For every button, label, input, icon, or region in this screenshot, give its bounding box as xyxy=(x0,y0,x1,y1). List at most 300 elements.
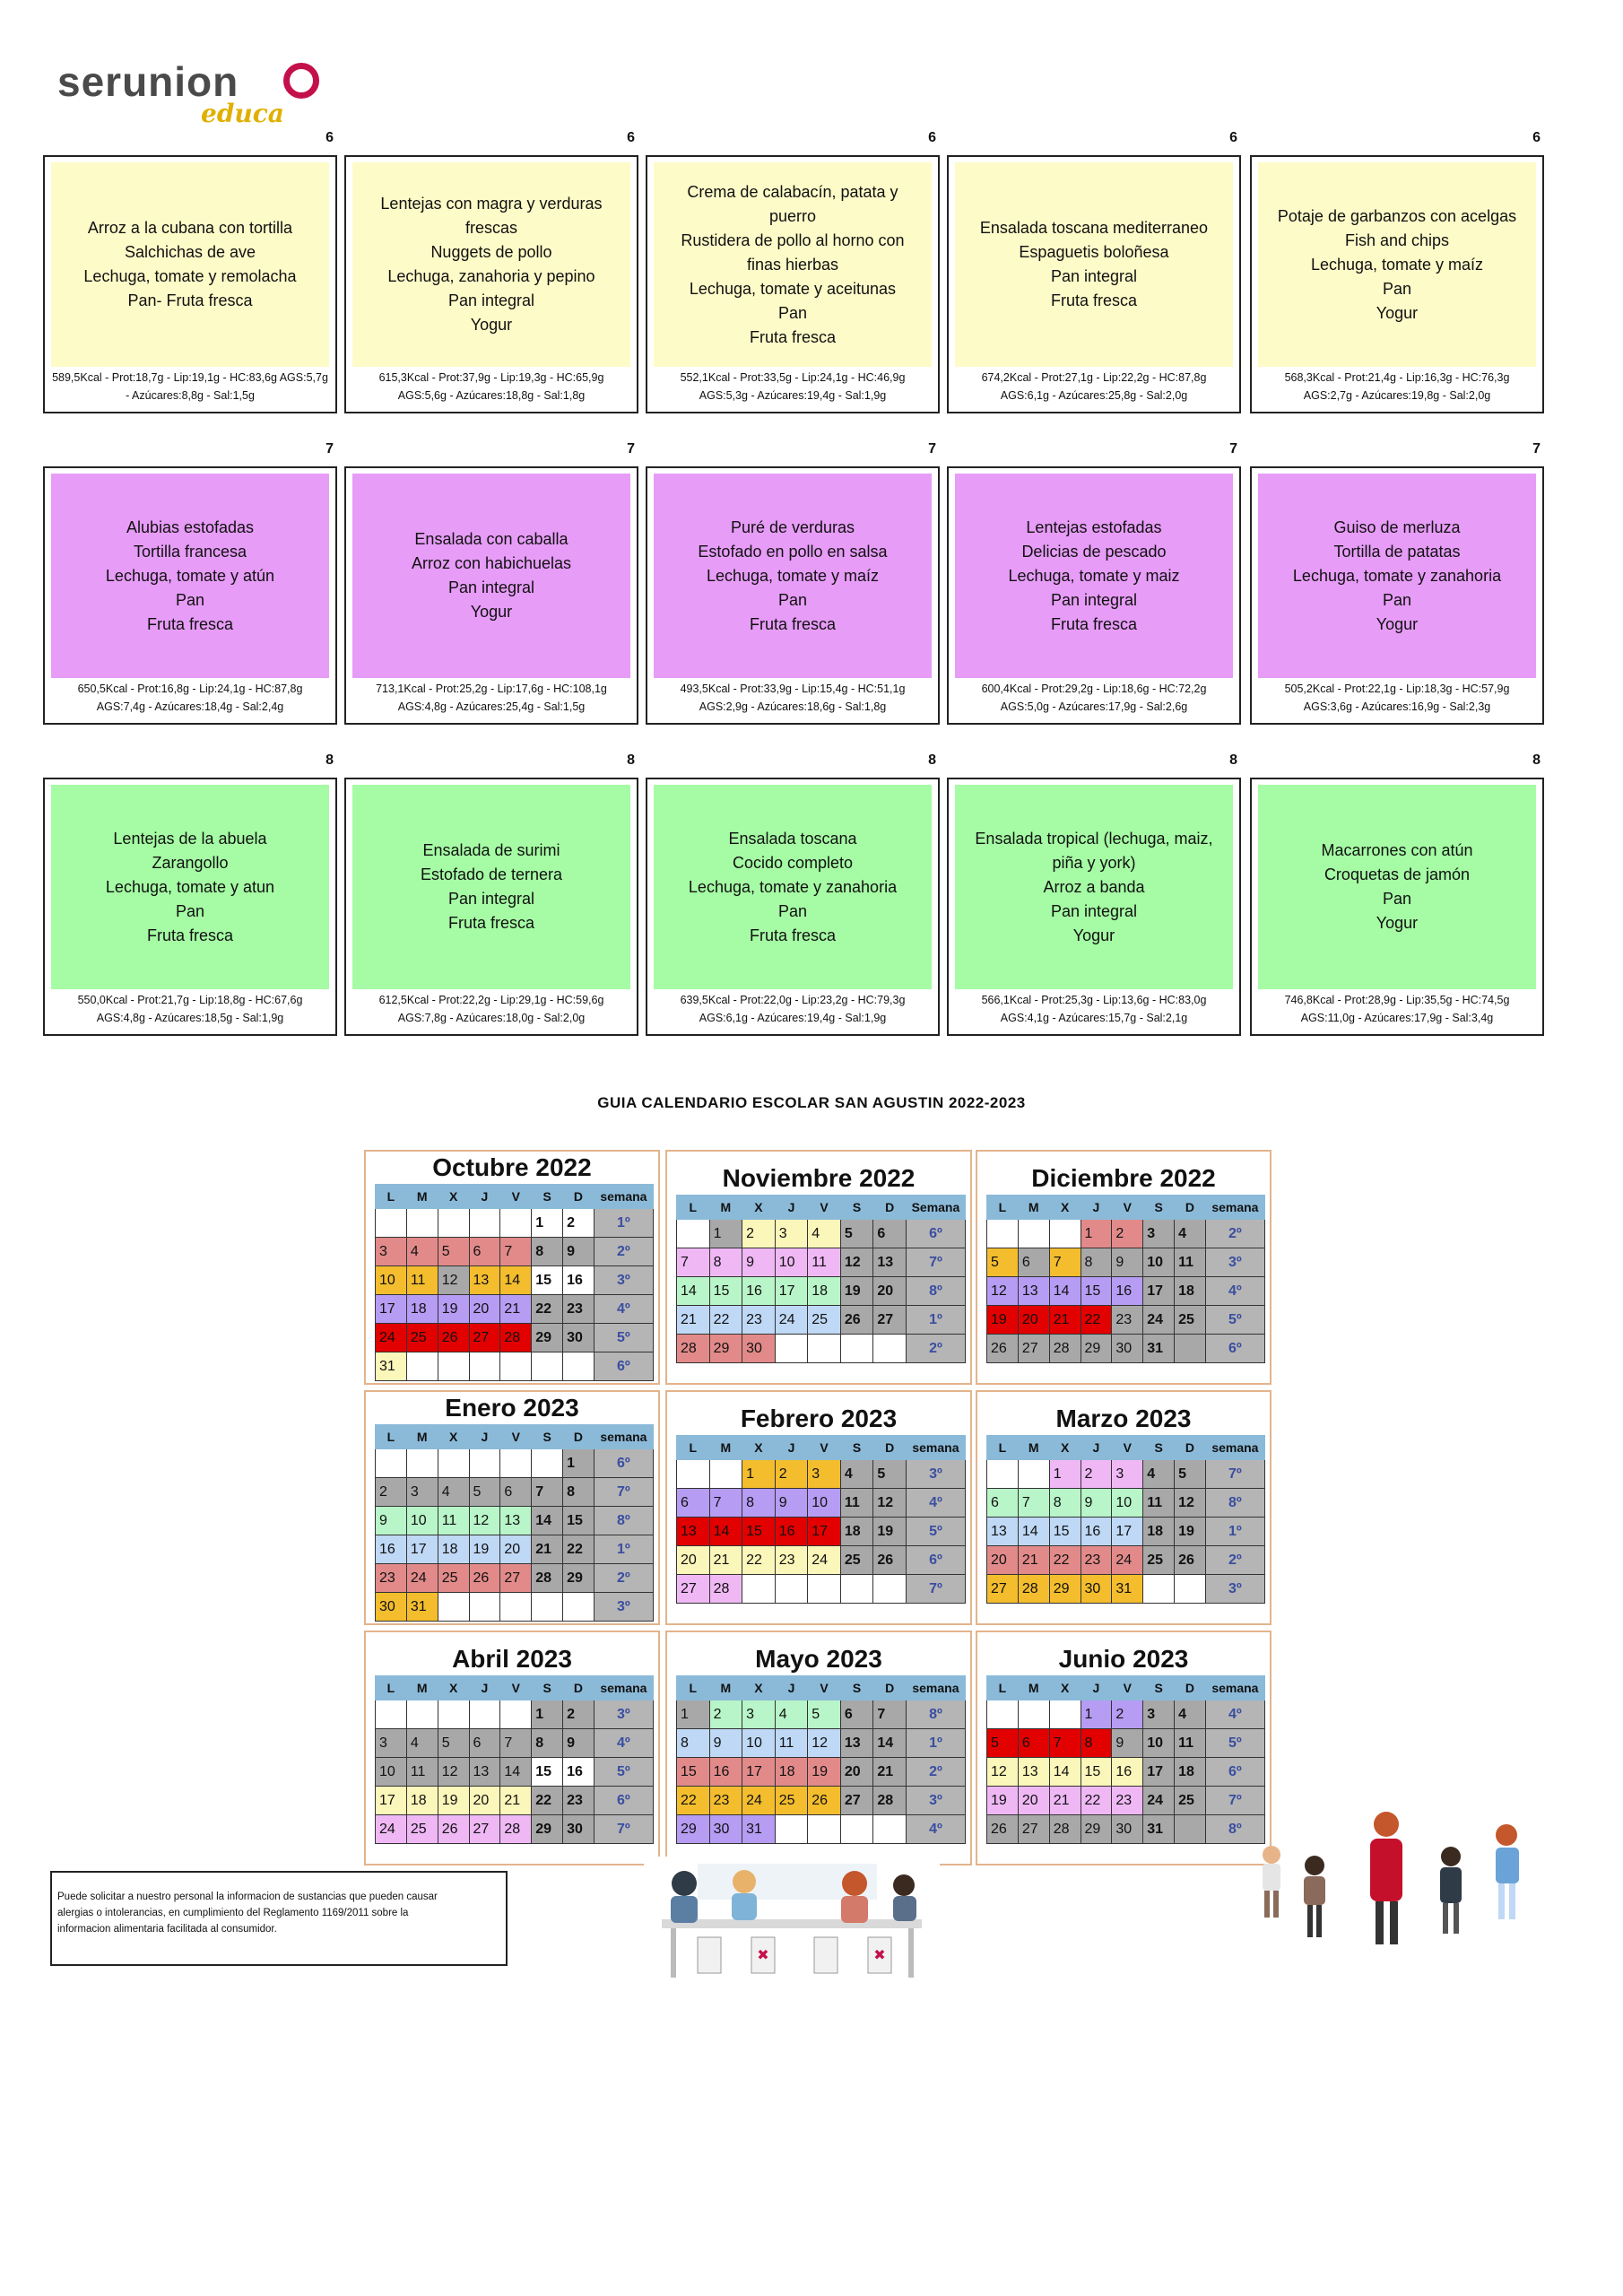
calendar-day-cell: 25 xyxy=(775,1787,808,1815)
menu-day-card xyxy=(344,130,638,415)
calendar-day-cell: 11 xyxy=(840,1489,873,1518)
calendar-day-header: S xyxy=(840,1676,873,1700)
logo-sub-text: educa xyxy=(201,99,284,128)
calendar-day-cell: 27 xyxy=(987,1575,1019,1604)
calendar-day-header: V xyxy=(1112,1196,1143,1220)
calendar-day-cell: 23 xyxy=(1112,1306,1143,1335)
calendar-day-cell: 26 xyxy=(840,1306,873,1335)
menu-dish: Lechuga, tomate y maíz xyxy=(706,566,880,585)
calendar-day-cell: 14 xyxy=(709,1518,742,1546)
calendar-week-number: 5º xyxy=(1205,1729,1264,1758)
menu-dish: Pan integral xyxy=(1050,901,1138,920)
menu-dishes-panel xyxy=(955,162,1233,367)
calendar-week-header: semana xyxy=(906,1436,965,1460)
calendar-day-cell: 24 xyxy=(1143,1306,1175,1335)
logo-mark-icon xyxy=(283,63,319,99)
nutrition-line: AGS:11,0g - Azúcares:17,9g - Sal:3,4g xyxy=(1300,1012,1494,1024)
calendar-day-cell: 24 xyxy=(376,1324,407,1352)
calendar-day-cell: 13 xyxy=(677,1518,710,1546)
calendar-day-cell: 25 xyxy=(406,1815,438,1844)
menu-dish: Yogur xyxy=(1376,614,1419,633)
calendar-day-cell: 2 xyxy=(563,1209,595,1238)
calendar-week-number: 4º xyxy=(1205,1700,1264,1729)
calendar-week-number: 6º xyxy=(594,1787,653,1815)
calendar-day-cell xyxy=(742,1575,776,1604)
calendar-day-header: J xyxy=(469,1676,500,1700)
calendar-week-number: 7º xyxy=(1205,1460,1264,1489)
menu-dish: Alubias estofadas xyxy=(126,517,255,536)
calendar-day-cell: 15 xyxy=(532,1758,563,1787)
calendar-day-cell: 15 xyxy=(1081,1277,1112,1306)
calendar-day-cell: 24 xyxy=(1112,1546,1143,1575)
calendar-day-cell: 12 xyxy=(840,1248,873,1277)
calendar-week-number: 5º xyxy=(906,1518,965,1546)
calendar-day-cell xyxy=(1018,1220,1049,1248)
calendar-day-header: X xyxy=(438,1185,469,1209)
calendar-day-cell: 10 xyxy=(1143,1248,1175,1277)
calendar-day-cell: 11 xyxy=(1175,1729,1206,1758)
calendar-day-cell: 11 xyxy=(1175,1248,1206,1277)
calendar-day-header: S xyxy=(1143,1676,1175,1700)
calendar-month-name: Abril 2023 xyxy=(452,1645,572,1673)
calendar-day-cell: 23 xyxy=(376,1564,407,1593)
calendar-day-cell: 9 xyxy=(563,1238,595,1266)
calendar-day-cell: 25 xyxy=(438,1564,469,1593)
calendar-day-cell: 19 xyxy=(438,1295,469,1324)
menu-dish: Ensalada toscana mediterraneo xyxy=(979,219,1209,237)
calendar-day-cell: 26 xyxy=(987,1335,1019,1363)
calendar-day-cell: 2 xyxy=(1112,1700,1143,1729)
calendar-day-cell: 31 xyxy=(1143,1335,1175,1363)
menu-dish: Puré de verduras xyxy=(730,517,855,536)
menu-dish: Fruta fresca xyxy=(447,914,534,932)
calendar-day-cell: 9 xyxy=(709,1729,742,1758)
menu-dish: Potaje de garbanzos con acelgas xyxy=(1277,206,1517,225)
calendar-day-cell: 25 xyxy=(1175,1787,1206,1815)
menu-day-box xyxy=(947,778,1241,1036)
calendar-day-cell: 1 xyxy=(563,1449,595,1478)
calendar-day-cell: 27 xyxy=(840,1787,873,1815)
calendar-day-cell: 14 xyxy=(873,1729,907,1758)
calendar-day-cell: 17 xyxy=(406,1535,438,1564)
menu-day-card xyxy=(43,441,337,726)
calendar-day-cell: 25 xyxy=(406,1324,438,1352)
calendar-day-cell: 17 xyxy=(376,1787,407,1815)
menu-dish: finas hierbas xyxy=(746,255,839,274)
menu-week-number: 8 xyxy=(1229,752,1237,768)
calendar-day-cell: 19 xyxy=(840,1277,873,1306)
calendar-day-cell: 1 xyxy=(742,1460,776,1489)
calendar-month-name: Febrero 2023 xyxy=(740,1405,898,1432)
calendar-day-cell: 22 xyxy=(1081,1787,1112,1815)
calendar-week-number: 3º xyxy=(1205,1575,1264,1604)
calendar-day-cell: 8 xyxy=(532,1238,563,1266)
calendar-day-cell: 2 xyxy=(709,1700,742,1729)
calendar-day-cell: 20 xyxy=(677,1546,710,1575)
calendar-day-header: L xyxy=(987,1436,1019,1460)
calendar-day-cell: 22 xyxy=(677,1787,710,1815)
calendar-day-cell: 23 xyxy=(742,1306,776,1335)
calendar-day-header: X xyxy=(1049,1676,1081,1700)
calendar-day-header: J xyxy=(1081,1676,1112,1700)
calendar-day-cell: 14 xyxy=(500,1758,532,1787)
calendar-day-cell: 2 xyxy=(376,1478,407,1507)
calendar-week-number: 7º xyxy=(1205,1787,1264,1815)
calendar-day-cell: 21 xyxy=(873,1758,907,1787)
calendar-day-cell: 27 xyxy=(1018,1815,1049,1844)
calendar-day-header: D xyxy=(873,1196,907,1220)
menu-dishes-list xyxy=(83,216,296,313)
calendar-month xyxy=(665,1150,972,1385)
calendar-day-cell: 15 xyxy=(742,1518,776,1546)
calendar-day-cell: 7 xyxy=(677,1248,710,1277)
calendar-day-cell: 16 xyxy=(775,1518,808,1546)
school-calendar xyxy=(364,1150,1270,1860)
calendar-day-cell: 18 xyxy=(775,1758,808,1787)
calendar-day-cell: 18 xyxy=(1175,1758,1206,1787)
calendar-day-cell: 18 xyxy=(1143,1518,1175,1546)
calendar-month-name: Mayo 2023 xyxy=(755,1645,882,1673)
menu-dish: Delicias de pescado xyxy=(1021,542,1167,561)
calendar-day-cell: 15 xyxy=(677,1758,710,1787)
calendar-day-header: S xyxy=(1143,1436,1175,1460)
calendar-day-cell: 29 xyxy=(563,1564,595,1593)
calendar-month xyxy=(364,1150,660,1385)
calendar-week-header: semana xyxy=(1205,1436,1264,1460)
calendar-day-cell: 24 xyxy=(808,1546,841,1575)
calendar-day-cell: 15 xyxy=(532,1266,563,1295)
calendar-day-cell: 12 xyxy=(469,1507,500,1535)
calendar-day-header: M xyxy=(1018,1436,1049,1460)
calendar-day-cell: 30 xyxy=(563,1815,595,1844)
calendar-day-cell: 20 xyxy=(840,1758,873,1787)
menu-week-number: 8 xyxy=(1532,752,1541,768)
calendar-day-cell xyxy=(840,1335,873,1363)
calendar-day-cell: 11 xyxy=(775,1729,808,1758)
allergen-note-line: Puede solicitar a nuestro personal la informacion de sustancias que pueden causar xyxy=(57,1892,438,1902)
menu-week-row xyxy=(43,752,1564,1064)
calendar-day-cell: 31 xyxy=(1143,1815,1175,1844)
menu-dish: Rustidera de pollo al horno con xyxy=(681,230,905,249)
calendar-day-cell: 9 xyxy=(775,1489,808,1518)
calendar-week-number: 8º xyxy=(906,1700,965,1729)
menu-dishes-panel xyxy=(955,474,1233,678)
calendar-day-cell: 8 xyxy=(563,1478,595,1507)
calendar-day-cell: 6 xyxy=(469,1238,500,1266)
calendar-day-cell: 27 xyxy=(1018,1335,1049,1363)
calendar-week-number: 8º xyxy=(1205,1815,1264,1844)
calendar-day-cell: 27 xyxy=(500,1564,532,1593)
calendar-day-cell xyxy=(1143,1575,1175,1604)
calendar-month-table xyxy=(375,1184,654,1381)
calendar-day-cell xyxy=(406,1352,438,1381)
calendar-day-cell: 31 xyxy=(742,1815,776,1844)
calendar-day-header: J xyxy=(469,1185,500,1209)
calendar-day-cell xyxy=(1049,1220,1081,1248)
calendar-week-number: 4º xyxy=(906,1815,965,1844)
menu-dish: Pan xyxy=(175,590,204,609)
calendar-day-header: X xyxy=(1049,1196,1081,1220)
calendar-day-cell: 20 xyxy=(873,1277,907,1306)
calendar-day-cell: 8 xyxy=(1081,1729,1112,1758)
calendar-day-header: V xyxy=(500,1185,532,1209)
calendar-day-cell: 20 xyxy=(500,1535,532,1564)
calendar-week-number: 7º xyxy=(594,1478,653,1507)
calendar-day-cell: 25 xyxy=(1175,1306,1206,1335)
calendar-day-cell: 14 xyxy=(1049,1277,1081,1306)
calendar-day-cell: 3 xyxy=(1112,1460,1143,1489)
calendar-day-cell: 26 xyxy=(469,1564,500,1593)
calendar-day-cell xyxy=(376,1209,407,1238)
menu-day-box xyxy=(646,778,940,1036)
menu-dish: Lechuga, tomate y aceitunas xyxy=(689,279,897,298)
calendar-day-header: J xyxy=(775,1436,808,1460)
calendar-day-cell: 19 xyxy=(1175,1518,1206,1546)
calendar-day-cell: 20 xyxy=(469,1295,500,1324)
menu-dish: Ensalada tropical (lechuga, maiz, xyxy=(975,829,1213,848)
nutrition-line: AGS:5,0g - Azúcares:17,9g - Sal:2,6g xyxy=(1000,700,1188,713)
calendar-day-header: L xyxy=(987,1196,1019,1220)
calendar-week-number: 3º xyxy=(594,1593,653,1622)
calendar-day-cell: 12 xyxy=(873,1489,907,1518)
calendar-day-cell: 2 xyxy=(1112,1220,1143,1248)
calendar-day-header: V xyxy=(808,1196,841,1220)
calendar-day-cell xyxy=(873,1815,907,1844)
calendar-day-cell: 13 xyxy=(1018,1758,1049,1787)
calendar-day-header: M xyxy=(406,1425,438,1449)
nutrition-line: 674,2Kcal - Prot:27,1g - Lip:22,2g - HC:87,8g xyxy=(981,371,1207,384)
calendar-day-cell: 21 xyxy=(1049,1306,1081,1335)
calendar-day-cell: 17 xyxy=(1112,1518,1143,1546)
calendar-day-cell: 28 xyxy=(1049,1815,1081,1844)
menu-nutrition-info xyxy=(48,991,332,1027)
menu-day-box xyxy=(646,155,940,413)
calendar-day-cell xyxy=(469,1593,500,1622)
calendar-day-cell: 6 xyxy=(840,1700,873,1729)
calendar-day-cell xyxy=(563,1593,595,1622)
menu-day-card xyxy=(646,441,940,726)
nutrition-line: 505,2Kcal - Prot:22,1g - Lip:18,3g - HC:57,9g xyxy=(1284,683,1510,695)
calendar-day-header: M xyxy=(709,1196,742,1220)
calendar-month xyxy=(665,1390,972,1625)
menu-nutrition-info xyxy=(651,680,934,716)
menu-dish: Salchichas de ave xyxy=(124,243,256,261)
calendar-month xyxy=(665,1631,972,1866)
menu-dish: Lechuga, tomate y zanahoria xyxy=(1292,566,1502,585)
calendar-month-name: Enero 2023 xyxy=(445,1394,579,1422)
calendar-day-header: L xyxy=(987,1676,1019,1700)
menu-dishes-panel xyxy=(654,474,932,678)
menu-dish: Pan- Fruta fresca xyxy=(127,291,253,309)
calendar-day-cell: 9 xyxy=(563,1729,595,1758)
calendar-day-cell: 1 xyxy=(532,1700,563,1729)
calendar-day-cell: 13 xyxy=(873,1248,907,1277)
calendar-day-header: L xyxy=(376,1676,407,1700)
menu-dish: Pan integral xyxy=(447,578,535,596)
calendar-week-number: 2º xyxy=(1205,1220,1264,1248)
calendar-day-cell: 10 xyxy=(775,1248,808,1277)
menu-dishes-list xyxy=(980,216,1208,313)
calendar-day-cell: 16 xyxy=(376,1535,407,1564)
calendar-day-cell: 26 xyxy=(438,1815,469,1844)
calendar-day-cell: 4 xyxy=(406,1729,438,1758)
calendar-week-number: 3º xyxy=(906,1460,965,1489)
calendar-day-cell: 5 xyxy=(1175,1460,1206,1489)
menu-dish: Lentejas estofadas xyxy=(1026,517,1162,536)
calendar-day-cell: 26 xyxy=(987,1815,1019,1844)
menu-dish: Pan integral xyxy=(447,291,535,309)
menu-dish: Arroz con habichuelas xyxy=(411,554,572,572)
menu-dish: Pan integral xyxy=(447,890,535,908)
calendar-month-name: Noviembre 2022 xyxy=(722,1164,916,1192)
calendar-day-cell xyxy=(987,1460,1019,1489)
calendar-day-cell: 28 xyxy=(500,1324,532,1352)
calendar-day-cell xyxy=(469,1700,500,1729)
menu-dish: Estofado de ternera xyxy=(420,865,563,883)
calendar-week-number: 8º xyxy=(1205,1489,1264,1518)
calendar-day-cell: 18 xyxy=(840,1518,873,1546)
calendar-week-number: 3º xyxy=(906,1787,965,1815)
nutrition-line: AGS:5,6g - Azúcares:18,8g - Sal:1,8g xyxy=(397,389,586,402)
nutrition-line: 568,3Kcal - Prot:21,4g - Lip:16,3g - HC:76,3g xyxy=(1284,371,1510,384)
calendar-day-header: J xyxy=(1081,1196,1112,1220)
calendar-day-cell: 1 xyxy=(1081,1220,1112,1248)
nutrition-line: 612,5Kcal - Prot:22,2g - Lip:29,1g - HC:59,6g xyxy=(378,994,604,1006)
calendar-week-number: 3º xyxy=(594,1266,653,1295)
calendar-week-number: 7º xyxy=(906,1248,965,1277)
menu-dishes-panel xyxy=(1258,162,1536,367)
calendar-day-cell: 10 xyxy=(376,1266,407,1295)
calendar-day-header: V xyxy=(1112,1676,1143,1700)
menu-day-box xyxy=(344,778,638,1036)
menu-day-card xyxy=(1250,752,1544,1038)
calendar-day-cell: 15 xyxy=(709,1277,742,1306)
calendar-day-cell: 17 xyxy=(376,1295,407,1324)
children-eating-illustration xyxy=(644,1857,940,1982)
menu-dishes-list xyxy=(698,516,887,637)
menu-week-number: 8 xyxy=(325,752,334,768)
calendar-day-cell: 30 xyxy=(1112,1815,1143,1844)
calendar-month-name: Diciembre 2022 xyxy=(1031,1164,1216,1192)
menu-week-number: 8 xyxy=(627,752,635,768)
menu-day-box xyxy=(1250,155,1544,413)
calendar-day-cell: 9 xyxy=(1081,1489,1112,1518)
menu-day-card xyxy=(1250,441,1544,726)
menu-nutrition-info xyxy=(1255,369,1539,404)
calendar-day-cell: 9 xyxy=(742,1248,776,1277)
calendar-day-cell: 18 xyxy=(406,1295,438,1324)
menu-dish: Yogur xyxy=(1072,926,1115,944)
calendar-day-header: V xyxy=(808,1676,841,1700)
menu-nutrition-info xyxy=(48,369,332,404)
calendar-day-cell: 27 xyxy=(677,1575,710,1604)
menu-nutrition-info xyxy=(952,991,1236,1027)
calendar-week-number: 5º xyxy=(594,1324,653,1352)
calendar-day-cell xyxy=(709,1460,742,1489)
menu-dish: Pan integral xyxy=(1050,590,1138,609)
calendar-day-cell: 8 xyxy=(677,1729,710,1758)
nutrition-line: AGS:2,9g - Azúcares:18,6g - Sal:1,8g xyxy=(699,700,887,713)
calendar-month-name: Marzo 2023 xyxy=(1055,1405,1192,1432)
calendar-day-cell: 28 xyxy=(532,1564,563,1593)
calendar-day-cell xyxy=(808,1815,841,1844)
menu-dish: Lentejas de la abuela xyxy=(113,829,267,848)
nutrition-line: AGS:4,1g - Azúcares:15,7g - Sal:2,1g xyxy=(1000,1012,1188,1024)
calendar-day-cell: 9 xyxy=(376,1507,407,1535)
nutrition-line: 650,5Kcal - Prot:16,8g - Lip:24,1g - HC:87,8g xyxy=(77,683,303,695)
menu-dishes-panel xyxy=(955,785,1233,989)
calendar-day-cell: 18 xyxy=(406,1787,438,1815)
menu-nutrition-info xyxy=(350,680,633,716)
calendar-day-cell: 26 xyxy=(1175,1546,1206,1575)
calendar-week-number: 2º xyxy=(906,1335,965,1363)
menu-nutrition-info xyxy=(952,680,1236,716)
calendar-day-header: M xyxy=(406,1676,438,1700)
menu-dish: Fruta fresca xyxy=(146,614,233,633)
calendar-day-header: S xyxy=(840,1196,873,1220)
menu-dishes-panel xyxy=(51,474,329,678)
nutrition-line: AGS:6,1g - Azúcares:19,4g - Sal:1,9g xyxy=(699,1012,887,1024)
calendar-day-header: M xyxy=(406,1185,438,1209)
calendar-day-cell xyxy=(438,1352,469,1381)
calendar-day-cell: 7 xyxy=(500,1238,532,1266)
calendar-day-cell: 7 xyxy=(1018,1489,1049,1518)
calendar-week-number: 2º xyxy=(906,1758,965,1787)
menu-day-card xyxy=(947,441,1241,726)
calendar-day-cell: 16 xyxy=(1112,1758,1143,1787)
menu-dishes-panel xyxy=(654,785,932,989)
calendar-day-cell: 26 xyxy=(873,1546,907,1575)
calendar-day-cell: 24 xyxy=(775,1306,808,1335)
nutrition-line: 615,3Kcal - Prot:37,9g - Lip:19,3g - HC:65,9g xyxy=(378,371,604,384)
menu-dish: Fish and chips xyxy=(1344,230,1450,249)
calendar-week-header: semana xyxy=(594,1425,653,1449)
calendar-day-cell: 30 xyxy=(1112,1335,1143,1363)
calendar-day-cell: 10 xyxy=(406,1507,438,1535)
menu-week-number: 7 xyxy=(1229,441,1237,457)
calendar-day-cell: 1 xyxy=(1081,1700,1112,1729)
menu-dish: Yogur xyxy=(1376,914,1419,932)
calendar-day-cell: 22 xyxy=(742,1546,776,1575)
calendar-day-cell: 7 xyxy=(873,1700,907,1729)
calendar-day-cell: 1 xyxy=(532,1209,563,1238)
menu-week-number: 7 xyxy=(1532,441,1541,457)
calendar-day-cell xyxy=(376,1449,407,1478)
logo-brand-text: serunion xyxy=(57,58,239,105)
calendar-day-cell: 17 xyxy=(808,1518,841,1546)
calendar-day-cell: 17 xyxy=(1143,1277,1175,1306)
menu-dish: puerro xyxy=(768,206,816,225)
calendar-day-cell: 2 xyxy=(1081,1460,1112,1489)
menu-day-box xyxy=(947,466,1241,725)
menu-dish: Croquetas de jamón xyxy=(1324,865,1471,883)
menu-dish: Ensalada de surimi xyxy=(422,841,560,859)
calendar-day-cell: 30 xyxy=(376,1593,407,1622)
calendar-day-header: D xyxy=(1175,1676,1206,1700)
calendar-day-header: V xyxy=(500,1425,532,1449)
calendar-day-cell xyxy=(438,1449,469,1478)
menu-dish: Lechuga, tomate y maiz xyxy=(1008,566,1180,585)
calendar-day-cell: 29 xyxy=(532,1324,563,1352)
menu-dish: Tortilla francesa xyxy=(133,542,247,561)
menu-day-box xyxy=(646,466,940,725)
menu-dish: frescas xyxy=(464,219,517,237)
calendar-day-cell: 12 xyxy=(438,1758,469,1787)
calendar-day-cell: 16 xyxy=(1081,1518,1112,1546)
calendar-day-cell xyxy=(1175,1335,1206,1363)
calendar-month xyxy=(976,1150,1271,1385)
menu-dishes-panel xyxy=(352,162,630,367)
